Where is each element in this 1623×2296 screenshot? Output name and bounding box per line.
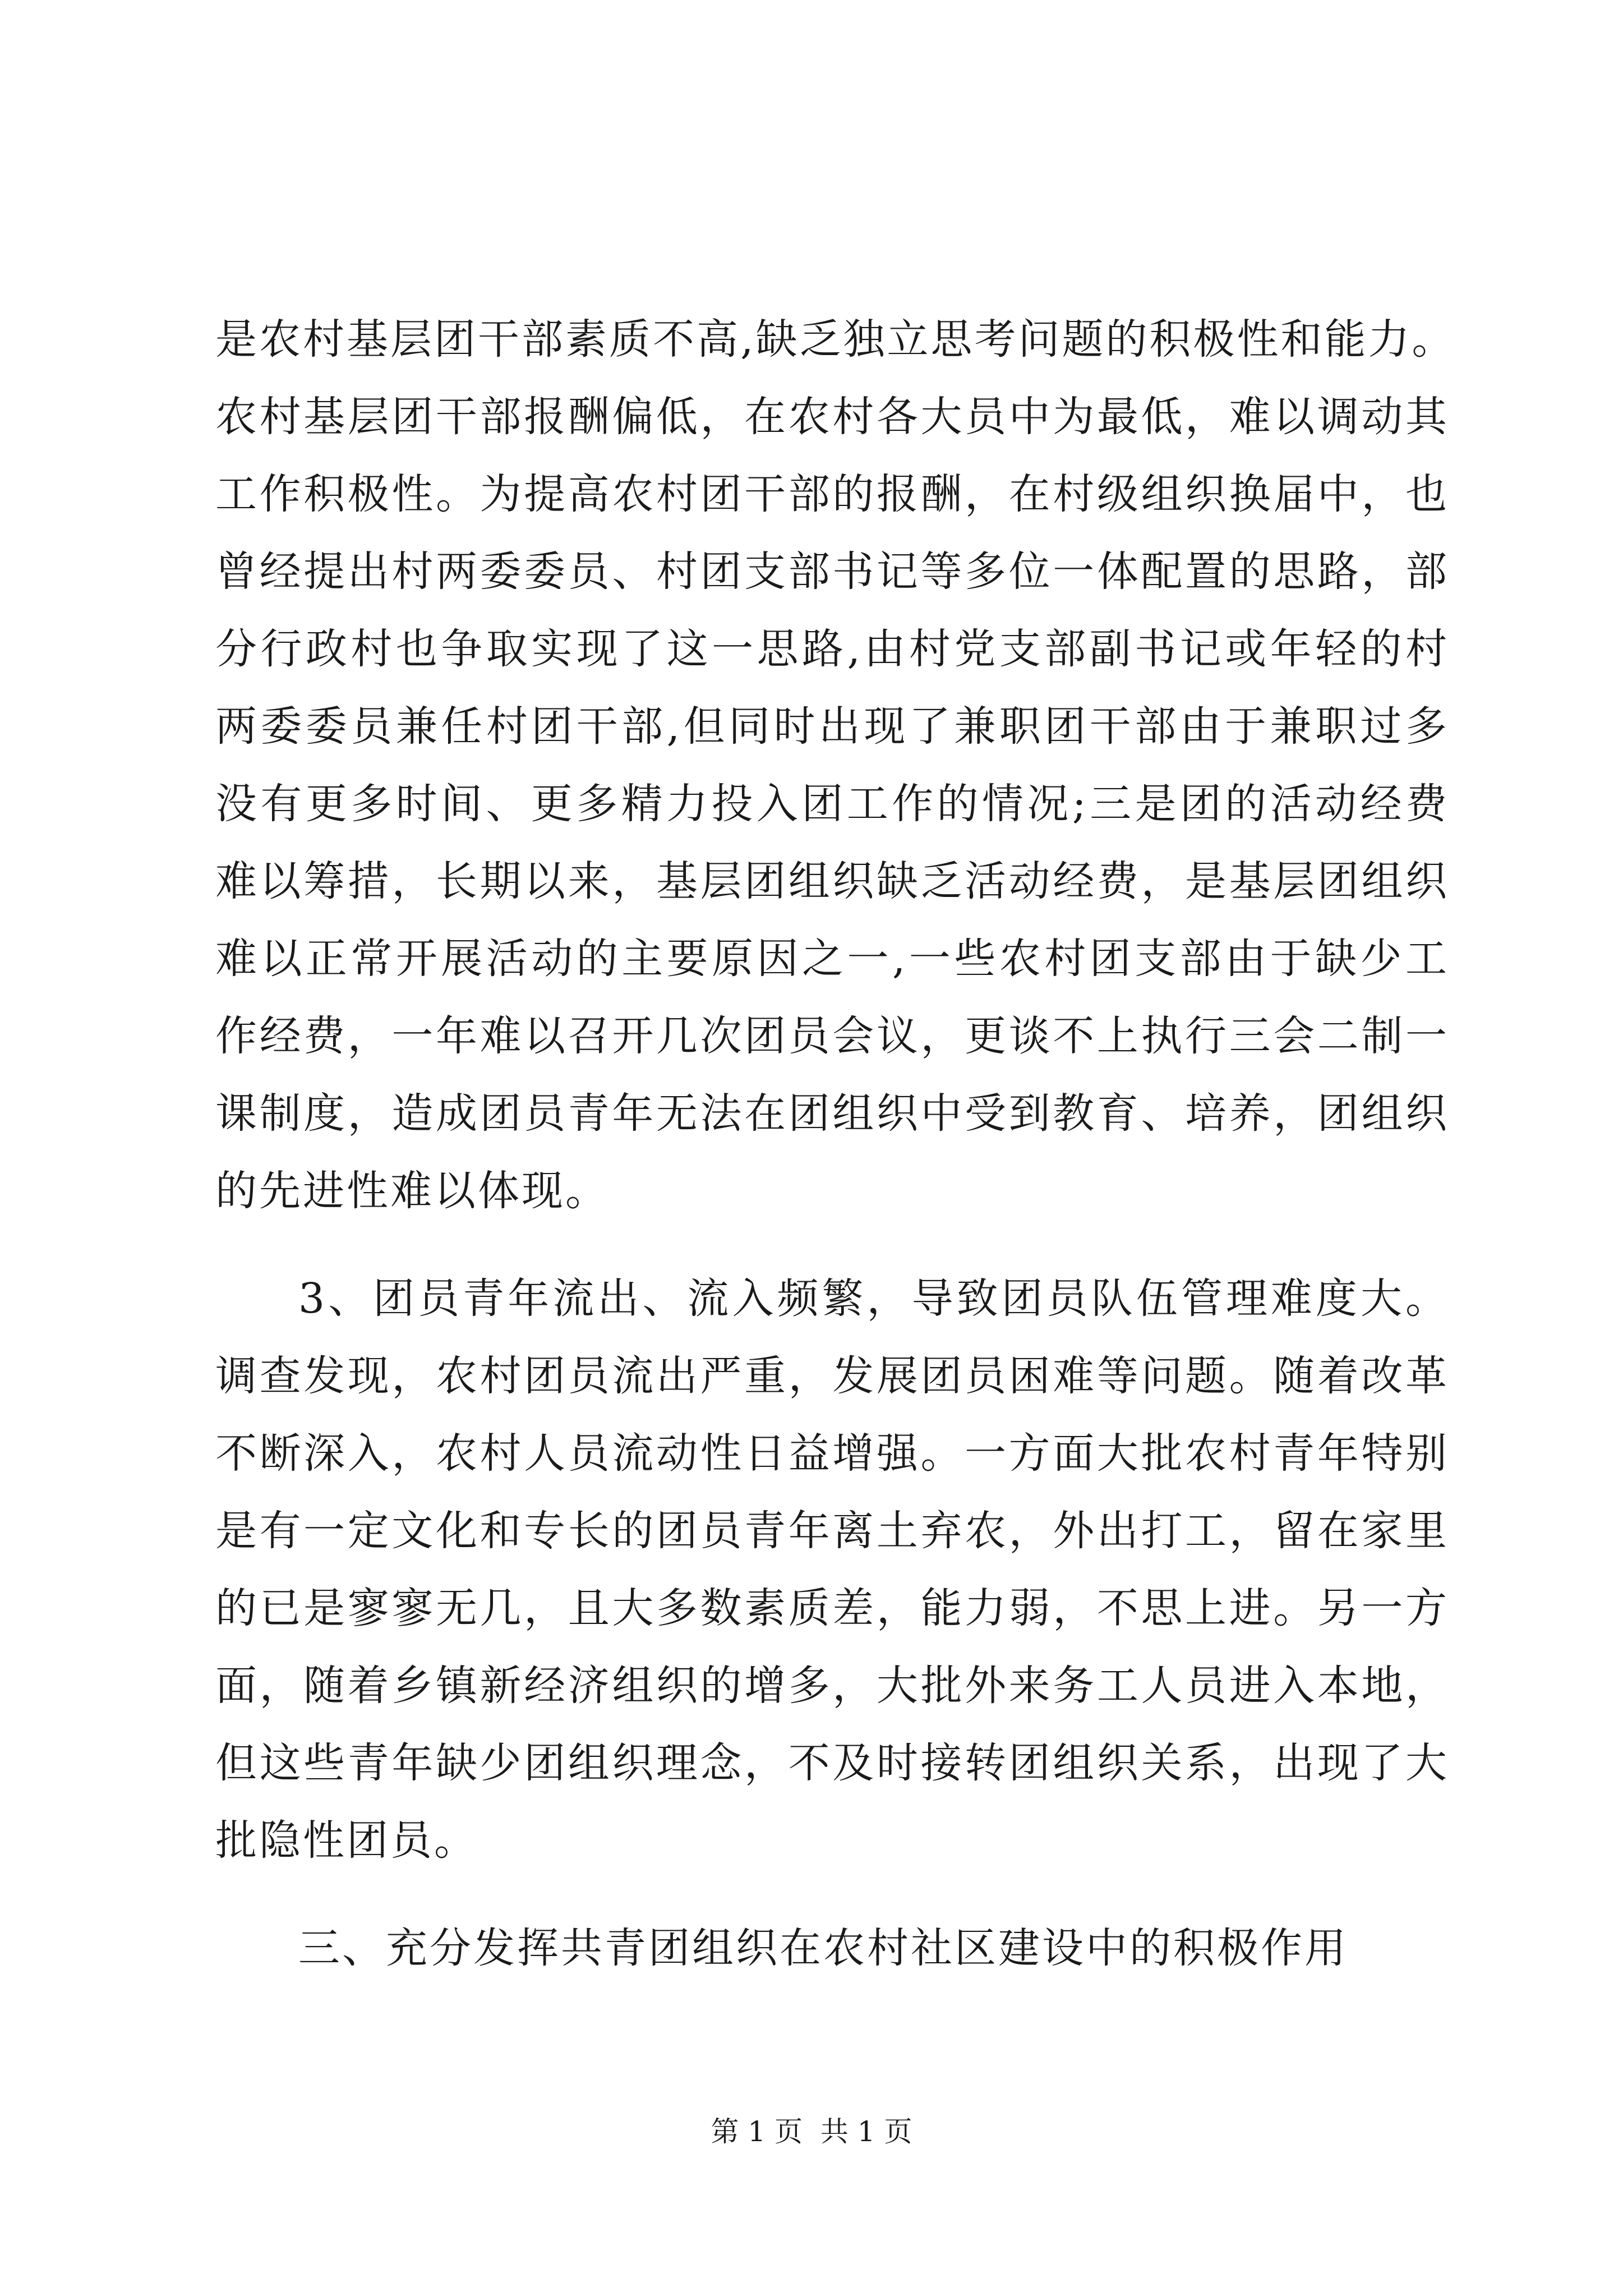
text-line: 调查发现，农村团员流出严重，发展团员困难等问题。随着改革	[215, 1352, 1449, 1400]
text-line: 工作积极性。为提高农村团干部的报酬，在村级组织换届中，也	[215, 470, 1449, 518]
paragraph-gap	[215, 1879, 1449, 1910]
paragraph-2	[215, 1260, 1449, 1879]
paragraph-1	[215, 301, 1456, 1230]
text-line: 3、团员青年流出、流入频繁，导致团员队伍管理难度大。	[298, 1274, 1449, 1323]
text-line: 曾经提出村两委委员、村团支部书记等多位一体配置的思路，部	[215, 547, 1449, 596]
text-line: 的已是寥寥无几，且大多数素质差，能力弱，不思上进。另一方	[215, 1584, 1449, 1632]
text-line: 批隐性团员。	[215, 1816, 478, 1865]
text-line: 作经费，一年难以召开几次团员会议，更谈不上执行三会二制一	[215, 1012, 1449, 1060]
text-line: 难以正常开展活动的主要原因之一,一些农村团支部由于缺少工	[215, 935, 1449, 983]
text-line: 不断深入，农村人员流动性日益增强。一方面大批农村青年特别	[215, 1429, 1449, 1478]
document-body	[215, 301, 1456, 1987]
text-line: 两委委员兼任村团干部,但同时出现了兼职团干部由于兼职过多	[215, 702, 1449, 751]
text-line: 面，随着乡镇新经济组织的增多，大批外来务工人员进入本地，	[215, 1662, 1449, 1710]
text-line: 的先进性难以体现。	[215, 1167, 609, 1215]
paragraph-gap	[215, 1230, 1449, 1260]
text-line: 没有更多时间、更多精力投入团工作的情况;三是团的活动经费	[215, 780, 1449, 828]
page-footer: 第 1 页 共 1 页	[711, 2115, 912, 2148]
text-line: 分行政村也争取实现了这一思路,由村党支部副书记或年轻的村	[215, 625, 1449, 673]
section-heading: 三、充分发挥共青团组织在农村社区建设中的积极作用	[298, 1924, 1348, 1972]
text-line: 是农村基层团干部素质不高,缺乏独立思考问题的积极性和能力。	[215, 315, 1456, 364]
text-line: 是有一定文化和专长的团员青年离土弃农，外出打工，留在家里	[215, 1507, 1449, 1555]
text-line: 但这些青年缺少团组织理念，不及时接转团组织关系，出现了大	[215, 1739, 1449, 1787]
text-line: 课制度，造成团员青年无法在团组织中受到教育、培养，团组织	[215, 1089, 1449, 1138]
text-line: 农村基层团干部报酬偏低，在农村各大员中为最低，难以调动其	[215, 393, 1449, 441]
text-line: 难以筹措，长期以来，基层团组织缺乏活动经费，是基层团组织	[215, 857, 1449, 905]
